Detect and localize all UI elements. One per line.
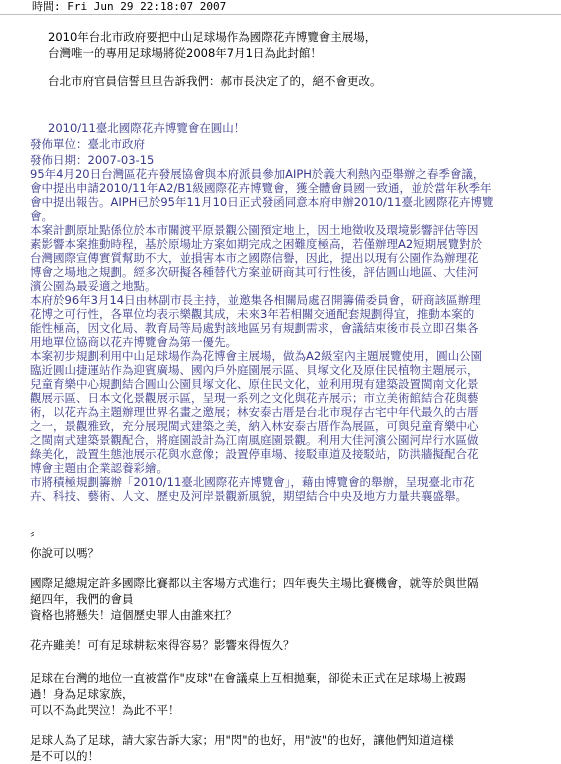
article-line: 市將積極規劃籌辦「2010/11臺北國際花卉博覽會」，藉由博覽會的舉辦，呈現臺北市花 [30, 475, 475, 489]
closing-line: 是不可以的！ [30, 749, 99, 763]
closing-line: 國際足總規定許多國際比賽都以主客場方式進行；四年喪失主場比賽機會，就等於與世隔 [30, 576, 479, 590]
article-line: 兒童育樂中心規劃結合圓山公園貝塚文化、原住民文化，並利用現有建築設置閩南文化景 [30, 377, 479, 391]
quote-mark: 〞 [30, 531, 42, 545]
article-line: 能性極高，因文化局、教育局等局處對該地區另有規劃需求，會議結束後市長立即召集各 [30, 321, 479, 335]
intro-line: 2010年台北市政府要把中山足球場作為國際花卉博覽會主展場， [48, 30, 377, 44]
closing-line: 花卉雖美！可有足球耕耘來得容易？影響來得恆久？ [30, 638, 295, 652]
message-timestamp: 時間: Fri Jun 29 22:18:07 2007 [32, 0, 227, 13]
article-title: 2010/11臺北國際花卉博覽會在圓山！ [48, 121, 246, 135]
closing-line: 足球在台灣的地位一直被當作"皮球"在會議桌上互相拋棄，卻從未正式在足球場上被踢 [30, 671, 467, 685]
closing-line: 過！身為足球家族， [30, 687, 134, 701]
article-line: 之一，景觀雅致，充分展現閩式建築之美，納入林安泰古厝作為展區，可與兒童育樂中心 [30, 419, 479, 433]
intro-line: 台灣唯一的專用足球場將從2008年7月1日為此封館！ [48, 46, 322, 60]
closing-question: 你說可以嗎？ [30, 546, 99, 560]
intro-quote: 台北市府官員信誓旦旦告訴我們：郝市長決定了的，絕不會更改。 [48, 74, 382, 88]
article-date: 發佈日期：2007-03-15 [30, 153, 155, 167]
closing-line: 足球人為了足球，請大家告訴大家；用"閃"的也好，用"波"的也好，讓他們知道這樣 [30, 733, 454, 747]
article-line: 卉、科技、藝術、人文、歷史及河岸景觀新風貌，期望結合中央及地方力量共襄盛舉。 [30, 489, 467, 503]
closing-line: 絕四年，我們的會員 [30, 592, 134, 606]
article-line: 觀展示區、日本文化景觀展示區，呈現一系列之文化與花卉展示；市立美術館結合花與藝 [30, 391, 479, 405]
article-line: 會。 [30, 209, 53, 223]
article-line: 台灣國際宣傳實質幫助不大，並損害本市之國際信譽，因此，提出以現有公園作為辦理花 [30, 251, 479, 265]
article-line: 95年4月20日台灣區花卉發展協會與本府派員參加AIPH於義大利熱內亞舉辦之春季會議， [30, 167, 485, 181]
article-line: 本案初步規劃利用中山足球場作為花博會主展場，做為A2級室內主題展覽使用，圓山公園 [30, 349, 483, 363]
article-line: 用地單位協商以花卉博覽會為第一優先。 [30, 335, 237, 349]
article-line: 綠美化，設置生態池展示花與水意像；設置停車場、接駁車道及接駁站，防洪牆擬配合花 [30, 447, 479, 461]
article-line: 花博之可行性，各單位均表示樂觀其成，未來3年若相關交通配套規劃得宜，推動本案的 [30, 307, 475, 321]
article-line: 本府於96年3月14日由林副市長主持，並邀集各相關局處召開籌備委員會，研商該區辦理 [30, 293, 481, 307]
article-line: 濱公園為最妥適之地點。 [30, 279, 157, 293]
closing-line: 可以不為此哭泣！為此不平！ [30, 703, 180, 717]
article-line: 之閩南式建築景觀配合，將庭園設計為江南風庭園景觀。利用大佳河濱公園河岸行水區做 [30, 433, 479, 447]
article-unit: 發佈單位：臺北市政府 [30, 137, 145, 151]
article-line: 本案計劃原址點係位於本市關渡平原景觀公園預定地上，因土地徵收及環境影響評估等因 [30, 223, 479, 237]
article-line: 術，以花卉為主題辦理世界名畫之邀展；林安泰古厝是台北市現存古宅中年代最久的古厝 [30, 405, 479, 419]
closing-line: 資格也將懸失！這個歷史罪人由誰來扛？ [30, 608, 237, 622]
article-line: 素影響本案推動時程，基於原場址方案如期完成之困難度極高，若僅辦理A2短期展覽對於 [30, 237, 483, 251]
article-line: 會中提出報告。AIPH已於95年11月10日正式發函同意本府申辦2010/11臺北國際花卉博覽 [30, 195, 494, 209]
article-line: 博會之場地之規劃。經多次研擬各種替代方案並研商其可行性後，評估圓山地區、大佳河 [30, 265, 479, 279]
article-line: 會中提出申請2010/11年A2/B1級國際花卉博覽會，獲全體會員國一致通，並於當年秋季年 [30, 181, 492, 195]
article-line: 博會主題由企業認養彩繪。 [30, 461, 168, 475]
article-line: 臨近圓山捷運站作為迎賓廣場、國內戶外庭園展示區、貝塚文化及原住民植物主題展示， [30, 363, 479, 377]
header-divider [0, 14, 561, 15]
